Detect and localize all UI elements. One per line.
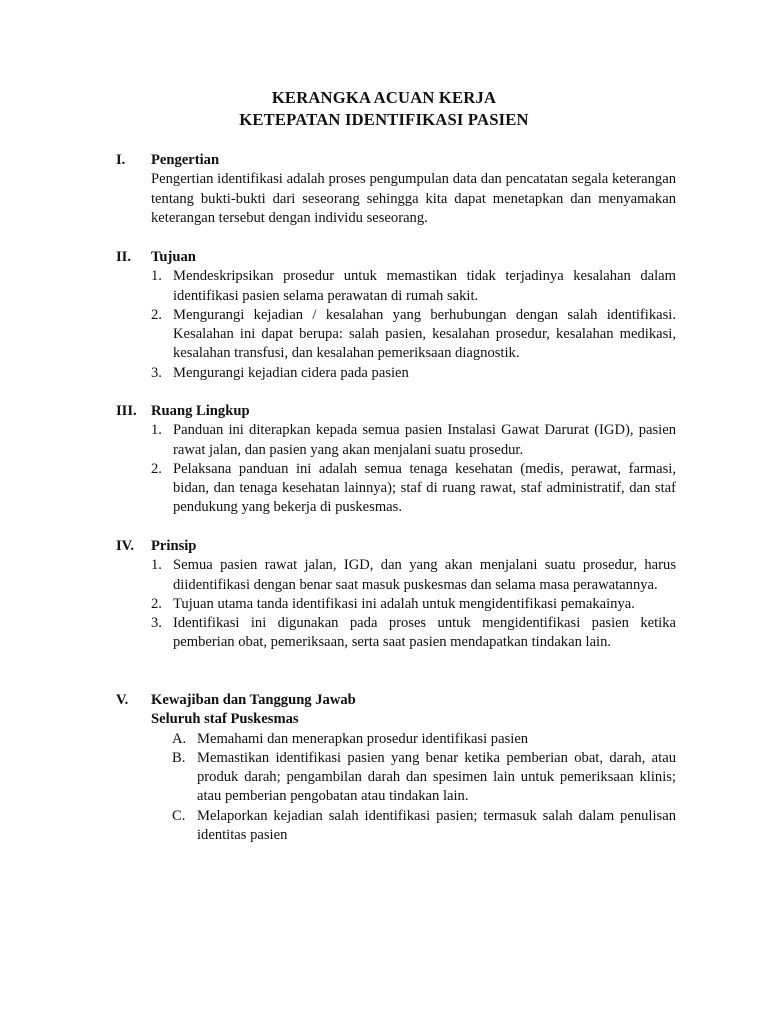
- section-prinsip: [116, 537, 676, 653]
- list-item-text: Mengurangi kejadian / kesalahan yang berhubungan dengan salah identifikasi. Kesalahan ini dapat berupa: salah pasien, kesalahan prosedur, kesalahan medikasi, kesalahan transfusi, dan kesalahan pemeriksaan diagnostik.: [173, 306, 676, 362]
- list-item-text: Tujuan utama tanda identifikasi ini adalah untuk mengidentifikasi pemakainya.: [173, 595, 635, 612]
- list-item: [151, 556, 676, 595]
- list-item: [151, 306, 676, 364]
- list-marker: C.: [172, 807, 186, 824]
- section-tujuan: [116, 248, 676, 383]
- numbered-list: [151, 421, 676, 517]
- document-title-line-2: KETEPATAN IDENTIFIKASI PASIEN: [239, 110, 529, 129]
- section-number: I.: [116, 152, 126, 168]
- list-marker: 1.: [151, 422, 162, 439]
- section-heading: Ruang Lingkup: [151, 403, 250, 419]
- section-kewajiban: [116, 691, 676, 845]
- section-heading: Tujuan: [151, 249, 196, 265]
- list-marker: 2.: [151, 306, 162, 323]
- section-subheading: Seluruh staf Puskesmas: [151, 711, 299, 728]
- numbered-list: [151, 267, 676, 383]
- list-item: [151, 267, 676, 306]
- section-ruang-lingkup: [116, 402, 676, 518]
- section-heading: Kewajiban dan Tanggung Jawab: [151, 692, 356, 708]
- list-item-text: Memastikan identifikasi pasien yang benar ketika pemberian obat, darah, atau produk darah; pengambilan darah dan spesimen lain untuk pemeriksaan klinis; atau pemberian pengobatan atau tindakan lain.: [197, 749, 676, 805]
- document-title-line-1: KERANGKA ACUAN KERJA: [271, 88, 497, 107]
- section-number: IV.: [116, 538, 134, 554]
- list-marker: 2.: [151, 595, 162, 612]
- section-heading: Prinsip: [151, 538, 197, 554]
- section-heading: Pengertian: [151, 152, 220, 168]
- list-item-text: Panduan ini diterapkan kepada semua pasien Instalasi Gawat Darurat (IGD), pasien rawat jalan, dan pasien yang akan menjalani suatu prosedur.: [173, 422, 676, 458]
- section-number: II.: [116, 249, 132, 265]
- list-marker: 2.: [151, 460, 162, 477]
- list-item: [172, 749, 676, 807]
- section-number: V.: [116, 692, 129, 708]
- list-item: [172, 807, 676, 846]
- list-item: [151, 421, 676, 460]
- list-item: [151, 460, 676, 518]
- list-item-text: Memahami dan menerapkan prosedur identifikasi pasien: [197, 730, 529, 747]
- list-item-text: Semua pasien rawat jalan, IGD, dan yang akan menjalani suatu prosedur, harus diidentifikasi dengan benar saat masuk puskesmas dan selama masa perawatannya.: [173, 557, 676, 593]
- numbered-list: [151, 556, 676, 652]
- list-item-text: Pelaksana panduan ini adalah semua tenaga kesehatan (medis, perawat, farmasi, bidan, dan tenaga kesehatan lainnya); staf di ruang rawat, staf administratif, dan staf pendukung yang bekerja di puskesmas.: [173, 460, 676, 516]
- section-pengertian: [116, 151, 676, 228]
- section-number: III.: [116, 403, 137, 419]
- list-marker: 3.: [151, 364, 162, 381]
- list-item-text: Identifikasi ini digunakan pada proses untuk mengidentifikasi pasien ketika pemberian obat, pemeriksaan, serta saat pasien mendapatkan tindakan lain.: [173, 615, 676, 651]
- section-paragraph: Pengertian identifikasi adalah proses pengumpulan data dan pencatatan segala keterangan tentang bukti-bukti dari seseorang sehingga kita dapat menetapkan dan menyamakan keterangan tersebut dengan individu seseorang.: [151, 171, 676, 226]
- list-marker: B.: [172, 749, 186, 766]
- list-marker: 1.: [151, 268, 162, 285]
- lettered-list: [172, 730, 676, 846]
- list-marker: A.: [172, 730, 187, 747]
- list-item: [172, 730, 676, 749]
- list-marker: 3.: [151, 615, 162, 632]
- list-marker: 1.: [151, 557, 162, 574]
- list-item-text: Melaporkan kejadian salah identifikasi pasien; termasuk salah dalam penulisan identitas pasien: [197, 807, 676, 844]
- list-item-text: Mendeskripsikan prosedur untuk memastikan tidak terjadinya kesalahan dalam identifikasi pasien selama perawatan di rumah sakit.: [173, 268, 676, 304]
- list-item: [151, 364, 676, 383]
- list-item-text: Mengurangi kejadian cidera pada pasien: [173, 364, 409, 381]
- list-item: [151, 595, 676, 614]
- list-item: [151, 614, 676, 653]
